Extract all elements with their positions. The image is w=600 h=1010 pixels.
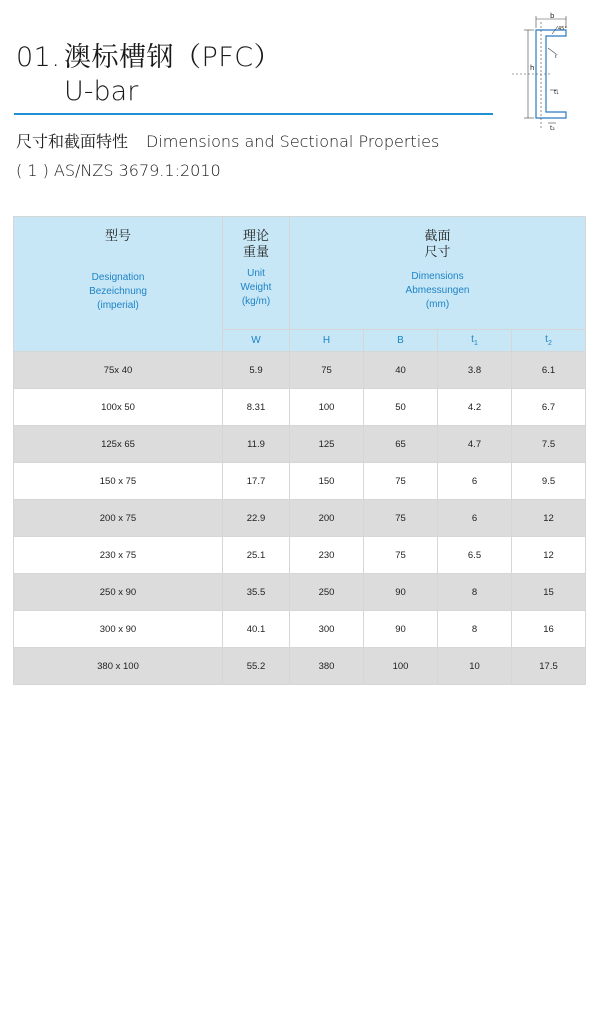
cell-designation: 150 x 75 (14, 463, 223, 500)
cell-designation: 300 x 90 (14, 611, 223, 648)
cell-t1: 6 (438, 500, 512, 537)
table-row (14, 611, 586, 648)
cell-t2: 7.5 (512, 426, 586, 463)
column-header-designation: 型号 Designation Bezeichnung (imperial) (14, 217, 223, 352)
cell-t1: 4.7 (438, 426, 512, 463)
cell-b: 75 (364, 537, 438, 574)
title-chinese: 澳标槽钢（PFC） (64, 42, 282, 73)
cell-designation: 250 x 90 (14, 574, 223, 611)
cell-w: 25.1 (223, 537, 290, 574)
cell-h: 230 (290, 537, 364, 574)
cell-t2: 16 (512, 611, 586, 648)
cell-b: 75 (364, 463, 438, 500)
cell-t2: 12 (512, 500, 586, 537)
cell-designation: 100x 50 (14, 389, 223, 426)
subheader-h: H (290, 330, 364, 352)
diagram-label-t1: t₁ (554, 89, 559, 96)
table-row (14, 426, 586, 463)
subheader-w: W (223, 330, 290, 352)
cell-b: 50 (364, 389, 438, 426)
cell-h: 300 (290, 611, 364, 648)
title-english: U-bar (64, 76, 139, 107)
section-subtitle (16, 129, 439, 152)
cell-b: 40 (364, 352, 438, 389)
cell-t1: 10 (438, 648, 512, 685)
cell-w: 17.7 (223, 463, 290, 500)
standard-reference: ( 1 ) AS/NZS 3679.1:2010 (16, 161, 221, 180)
subtitle-english: Dimensions and Sectional Properties (146, 132, 440, 151)
table-row (14, 500, 586, 537)
cell-t2: 6.1 (512, 352, 586, 389)
cell-h: 100 (290, 389, 364, 426)
cell-t2: 17.5 (512, 648, 586, 685)
cell-h: 75 (290, 352, 364, 389)
cell-t1: 4.2 (438, 389, 512, 426)
diagram-label-t2: t₂ (550, 125, 555, 132)
table-row (14, 537, 586, 574)
cell-t1: 8 (438, 611, 512, 648)
cell-t1: 6.5 (438, 537, 512, 574)
cell-t2: 9.5 (512, 463, 586, 500)
cell-h: 250 (290, 574, 364, 611)
table-row (14, 352, 586, 389)
diagram-label-r: r (555, 53, 558, 60)
page-title (16, 42, 281, 108)
cell-b: 65 (364, 426, 438, 463)
cell-w: 35.5 (223, 574, 290, 611)
cell-t2: 6.7 (512, 389, 586, 426)
cell-designation: 75x 40 (14, 352, 223, 389)
cell-w: 40.1 (223, 611, 290, 648)
cell-t1: 8 (438, 574, 512, 611)
cell-h: 150 (290, 463, 364, 500)
title-divider (14, 113, 493, 115)
cell-t1: 6 (438, 463, 512, 500)
diagram-label-b: b (550, 12, 555, 20)
cell-h: 125 (290, 426, 364, 463)
cell-t2: 15 (512, 574, 586, 611)
cell-b: 90 (364, 574, 438, 611)
cell-designation: 230 x 75 (14, 537, 223, 574)
cell-t2: 12 (512, 537, 586, 574)
u-channel-section-diagram (506, 8, 592, 134)
subheader-b: B (364, 330, 438, 352)
subheader-t2: $t_2$ (512, 330, 586, 352)
subheader-t1: $t_1$ (438, 330, 512, 352)
table-row (14, 389, 586, 426)
diagram-label-angle: 45° (558, 26, 567, 32)
cell-w: 5.9 (223, 352, 290, 389)
cell-h: 200 (290, 500, 364, 537)
cell-w: 8.31 (223, 389, 290, 426)
table-row (14, 574, 586, 611)
cell-h: 380 (290, 648, 364, 685)
column-header-weight: 理论 重量 Unit Weight (kg/m) (223, 217, 290, 330)
subtitle-chinese: 尺寸和截面特性 (16, 132, 129, 151)
cell-t1: 3.8 (438, 352, 512, 389)
cell-b: 90 (364, 611, 438, 648)
cell-designation: 125x 65 (14, 426, 223, 463)
table-row (14, 648, 586, 685)
table-row (14, 463, 586, 500)
diagram-label-h: h (530, 64, 535, 72)
section-number: 01. (16, 42, 61, 73)
table-body (14, 352, 586, 685)
properties-table (13, 216, 586, 685)
cell-w: 22.9 (223, 500, 290, 537)
cell-b: 75 (364, 500, 438, 537)
cell-w: 11.9 (223, 426, 290, 463)
cell-b: 100 (364, 648, 438, 685)
column-header-dimensions: 截面 尺寸 Dimensions Abmessungen (mm) (290, 217, 586, 330)
cell-w: 55.2 (223, 648, 290, 685)
cell-designation: 380 x 100 (14, 648, 223, 685)
cell-designation: 200 x 75 (14, 500, 223, 537)
